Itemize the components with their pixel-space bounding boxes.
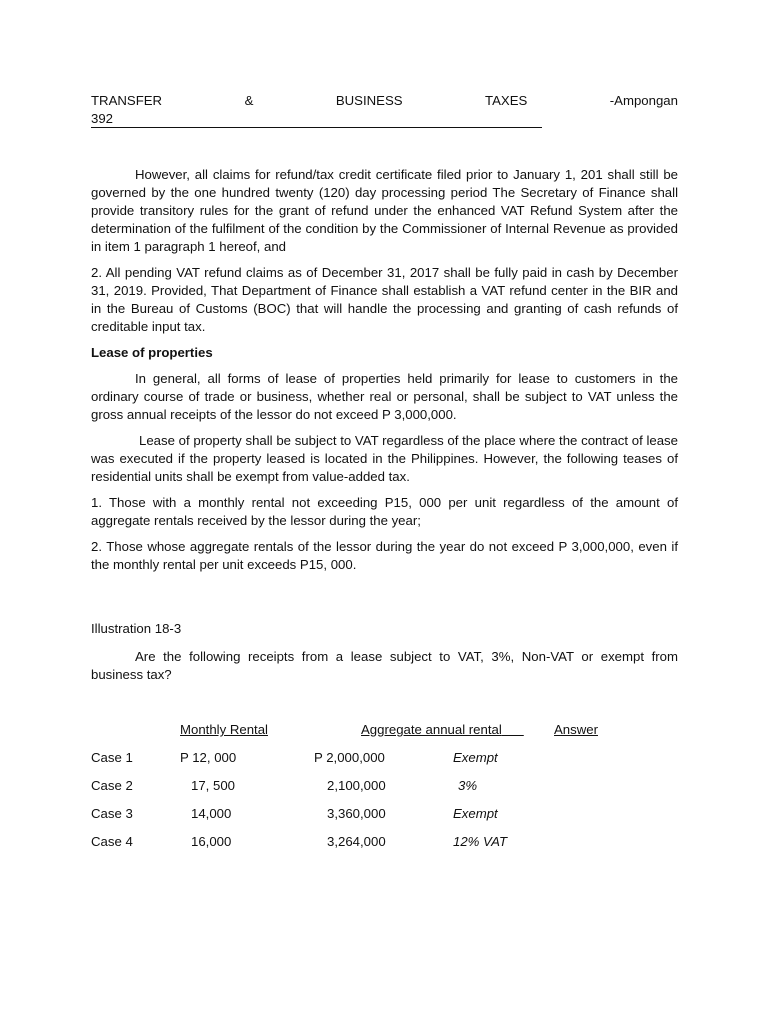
section-heading: Lease of properties: [91, 345, 213, 360]
case-label: Case 3: [91, 806, 133, 821]
answer: Exempt: [453, 750, 498, 765]
list-item: 1. Those with a monthly rental not exceeding P15, 000 per unit regardless of the amount of aggregate rentals received by the lessor during the year;: [91, 495, 678, 528]
answer: 12% VAT: [453, 834, 507, 849]
monthly-rental: P 12, 000: [180, 750, 237, 765]
paragraph-lease-general: In general, all forms of lease of properties held primarily for lease to customers in the ordinary course of trade or business, whether real or personal, shall be subject to VAT unless the gross annual receipts of the lessor do not exceed P 3,000,000.: [91, 371, 678, 422]
header-word: TRANSFER: [91, 93, 163, 108]
illustration-title: Illustration 18-3: [91, 621, 182, 636]
aggregate-rental: P 2,000,000: [314, 750, 385, 765]
table-row: [91, 749, 644, 777]
page-number: 392: [91, 111, 542, 128]
case-label: Case 1: [91, 750, 133, 765]
table-row: [91, 777, 644, 805]
paragraph-refund-claims: However, all claims for refund/tax credit certificate filed prior to January 1, 201 shall still be governed by the one hundred twenty (120) day processing period The Secretary of Finance shall provide transitory rules for the grant of refund under the enhanced VAT Refund System after the determination of the fulfilment of the condition by the Commissioner of Internal Revenue as provided in item 1 paragraph 1 hereof, and: [91, 167, 678, 254]
column-header: Monthly Rental: [180, 722, 268, 737]
cases-table: [91, 721, 644, 861]
table-row: [91, 833, 644, 861]
running-header: [91, 93, 678, 109]
paragraph-lease-location: Lease of property shall be subject to VAT regardless of the place where the contract of lease was executed if the property leased is located in the Philippines. However, the following teases of residential units shall be exempt from value-added tax.: [91, 433, 678, 484]
case-label: Case 4: [91, 834, 133, 849]
header-word: BUSINESS: [335, 93, 403, 108]
list-item: 2. Those whose aggregate rentals of the lessor during the year do not exceed P 3,000,000, even if the monthly rental per unit exceeds P15, 000.: [91, 539, 678, 572]
body-text: [91, 166, 678, 582]
answer: 3%: [458, 778, 478, 793]
table-header-row: [91, 721, 644, 749]
header-word: TAXES: [485, 93, 528, 108]
monthly-rental: 16,000: [191, 834, 232, 849]
aggregate-rental: 2,100,000: [327, 778, 386, 793]
header-word: &: [244, 93, 254, 108]
table-row: [91, 805, 644, 833]
aggregate-rental: 3,360,000: [327, 806, 386, 821]
case-label: Case 2: [91, 778, 133, 793]
column-header: Answer: [554, 722, 598, 737]
monthly-rental: 17, 500: [191, 778, 235, 793]
answer: Exempt: [453, 806, 498, 821]
header-author: -Ampongan: [609, 93, 678, 108]
monthly-rental: 14,000: [191, 806, 232, 821]
column-header: Aggregate annual rental: [361, 722, 502, 737]
aggregate-rental: 3,264,000: [327, 834, 386, 849]
illustration-question: Are the following receipts from a lease subject to VAT, 3%, Non-VAT or exempt from business tax?: [91, 649, 678, 682]
paragraph-pending-claims: 2. All pending VAT refund claims as of December 31, 2017 shall be fully paid in cash by December 31, 2019. Provided, That Department of Finance shall establish a VAT refund center in the BIR and in the Bureau of Customs (BOC) that will handle the processing and granting of cash refunds of creditable input tax.: [91, 265, 678, 334]
